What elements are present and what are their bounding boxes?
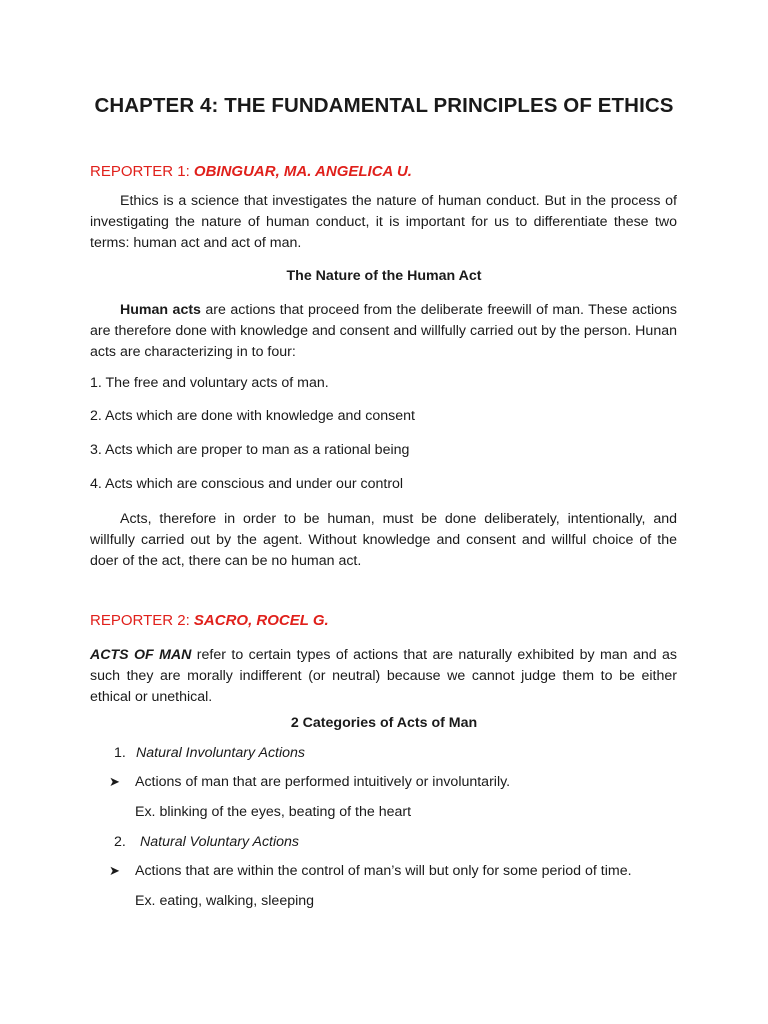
reporter-1-line — [90, 163, 677, 180]
acts-of-man-term: ACTS OF MAN — [90, 647, 192, 663]
list-item-4: 4. Acts which are conscious and under our control — [90, 476, 404, 492]
category-1-name: Natural Involuntary Actions — [136, 745, 306, 761]
reporter-2-name: SACRO, ROCEL G. — [193, 612, 329, 629]
category-1-bullet — [109, 774, 696, 790]
category-2-bullet — [109, 863, 696, 879]
category-2-title — [114, 834, 701, 850]
category-1-number: 1. — [114, 745, 126, 761]
category-2-example: Ex. eating, walking, sleeping — [135, 893, 315, 909]
category-1-example: Ex. blinking of the eyes, beating of the heart — [135, 804, 412, 820]
category-2-name: Natural Voluntary Actions — [140, 834, 300, 850]
reporter-1-name: OBINGUAR, MA. ANGELICA U. — [193, 163, 412, 180]
acts-of-man-paragraph — [90, 645, 677, 708]
human-acts-paragraph — [90, 300, 677, 363]
category-2-bullet-text: Actions that are within the control of man’s will but only for some period of time. — [135, 863, 632, 879]
human-acts-text: are actions that proceed from the deliberate freewill of man. These actions are therefore done with knowledge and consent and willfully carried out by the person. Hunan acts are characterizing in to four: — [90, 302, 677, 360]
arrowhead-bullet-icon: ➤ — [109, 774, 120, 789]
list-item-3: 3. Acts which are proper to man as a rational being — [90, 442, 410, 458]
human-acts-term: Human acts — [120, 302, 201, 318]
conclusion-paragraph: Acts, therefore in order to be human, must be done deliberately, intentionally, and willfully carried out by the agent. Without knowledge and consent and willful choice of the doer of the act, there can be no human act. — [90, 511, 677, 569]
category-1-title — [114, 745, 701, 761]
arrowhead-bullet-icon: ➤ — [109, 863, 120, 878]
list-item-1: 1. The free and voluntary acts of man. — [90, 375, 329, 391]
intro-paragraph: Ethics is a science that investigates the nature of human conduct. But in the process of investigating the nature of human conduct, it is important for us to differentiate these two terms: human act and act of man. — [90, 193, 677, 251]
category-2-number: 2. — [114, 834, 126, 850]
reporter-2-label: REPORTER 2: — [90, 612, 194, 629]
section-heading-categories: 2 Categories of Acts of Man — [290, 715, 478, 731]
list-item-2: 2. Acts which are done with knowledge and consent — [90, 408, 415, 424]
reporter-2-line — [90, 612, 677, 629]
category-1-bullet-text: Actions of man that are performed intuitively or involuntarily. — [135, 774, 511, 790]
section-heading-human-act: The Nature of the Human Act — [286, 268, 482, 284]
page-title: CHAPTER 4: THE FUNDAMENTAL PRINCIPLES OF ETHICS — [94, 94, 674, 117]
reporter-1-label: REPORTER 1: — [90, 163, 194, 180]
acts-of-man-text: refer to certain types of actions that are naturally exhibited by man and as such they are morally indifferent (or neutral) because we cannot judge them to be either ethical or unethical. — [90, 647, 677, 705]
